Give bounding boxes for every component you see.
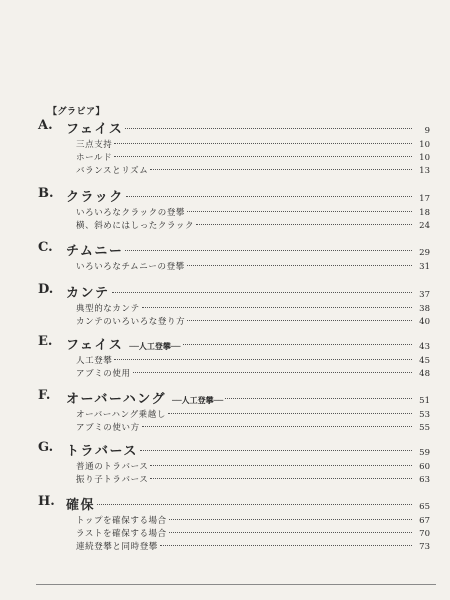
leader-dots xyxy=(126,196,412,197)
leader-dots xyxy=(125,128,412,129)
subentry-title: アブミの使用 xyxy=(76,369,131,379)
subentry-title: 連続登攀と同時登攀 xyxy=(76,542,158,552)
leader-dots xyxy=(142,426,412,427)
toc-subentry xyxy=(0,354,450,366)
toc-section xyxy=(0,334,450,353)
subentry-page-number: 24 xyxy=(419,221,430,231)
subentry-title: バランスとリズム xyxy=(76,166,149,176)
section-letter: C. xyxy=(38,240,53,255)
subentry-page-number: 70 xyxy=(419,529,430,539)
subentry-page-number: 60 xyxy=(419,462,430,472)
subentry-page-number: 31 xyxy=(419,262,430,272)
subentry-page-number: 67 xyxy=(419,516,430,526)
toc-subentry xyxy=(0,540,450,552)
leader-dots xyxy=(225,398,412,399)
section-title: チムニー xyxy=(66,244,124,259)
toc-section xyxy=(0,186,450,205)
gravure-label: 【グラビア】 xyxy=(48,107,106,117)
toc-section xyxy=(0,440,450,459)
toc-subentry xyxy=(0,219,450,231)
section-note: ──人工登攀── xyxy=(171,395,224,405)
section-page-number: 65 xyxy=(419,502,430,512)
section-title: オーバーハング xyxy=(66,392,166,407)
leader-dots xyxy=(196,224,412,225)
subentry-page-number: 40 xyxy=(419,317,430,327)
subentry-title: カンテのいろいろな登り方 xyxy=(76,317,186,327)
leader-dots xyxy=(169,519,412,520)
leader-dots xyxy=(187,320,412,321)
toc-subentry xyxy=(0,164,450,176)
subentry-title: ホールド xyxy=(76,153,113,163)
leader-dots xyxy=(125,250,412,251)
leader-dots xyxy=(114,359,412,360)
subentry-title: いろいろなチムニーの登攀 xyxy=(76,262,185,272)
section-page-number: 29 xyxy=(419,248,430,258)
section-letter: G. xyxy=(38,440,54,455)
subentry-page-number: 13 xyxy=(419,166,430,176)
subentry-page-number: 38 xyxy=(419,304,430,314)
subentry-title: 普通のトラバース xyxy=(76,462,149,472)
section-page-number: 17 xyxy=(419,194,430,204)
section-page-number: 59 xyxy=(419,448,430,458)
subentry-title: アブミの使い方 xyxy=(76,423,140,433)
section-letter: B. xyxy=(38,186,54,201)
toc-section xyxy=(0,494,450,513)
subentry-title: オーバーハング乗越し xyxy=(76,410,166,420)
toc-section xyxy=(0,282,450,301)
section-page-number: 37 xyxy=(419,290,430,300)
toc-subentry xyxy=(0,151,450,163)
leader-dots xyxy=(133,372,412,373)
leader-dots xyxy=(140,450,412,451)
subentry-page-number: 18 xyxy=(419,208,430,218)
leader-dots xyxy=(187,265,412,266)
subentry-title: 三点支持 xyxy=(76,140,113,150)
subentry-page-number: 55 xyxy=(419,423,430,433)
leader-dots xyxy=(114,156,412,157)
section-page-number: 9 xyxy=(424,126,430,136)
section-page-number: 51 xyxy=(419,396,430,406)
section-page-number: 43 xyxy=(419,342,430,352)
toc-subentry xyxy=(0,206,450,218)
leader-dots xyxy=(114,143,412,144)
subentry-title: 振り子トラバース xyxy=(76,475,149,485)
subentry-page-number: 53 xyxy=(419,410,430,420)
toc-section xyxy=(0,240,450,259)
toc-subentry xyxy=(0,302,450,314)
subentry-title: ラストを確保する場合 xyxy=(76,529,167,539)
leader-dots xyxy=(187,211,412,212)
section-title: フェイス xyxy=(66,122,124,137)
bottom-rule xyxy=(36,584,436,585)
toc-subentry xyxy=(0,260,450,272)
subentry-title: トップを確保する場合 xyxy=(76,516,167,526)
toc-subentry xyxy=(0,527,450,539)
toc-subentry xyxy=(0,473,450,485)
leader-dots xyxy=(112,292,412,293)
leader-dots xyxy=(160,545,412,546)
section-letter: F. xyxy=(38,388,51,403)
subentry-title: 典型的なカンテ xyxy=(76,304,140,314)
toc-subentry xyxy=(0,315,450,327)
subentry-page-number: 63 xyxy=(419,475,430,485)
leader-dots xyxy=(150,478,412,479)
section-title: 確保 xyxy=(66,498,96,513)
section-letter: D. xyxy=(38,282,54,297)
toc-section xyxy=(0,388,450,407)
section-title: フェイス xyxy=(66,338,124,353)
subentry-title: 横、斜めにはしったクラック xyxy=(76,221,195,231)
toc-section xyxy=(0,118,450,137)
subentry-page-number: 45 xyxy=(419,356,430,366)
section-letter: E. xyxy=(38,334,53,349)
subentry-page-number: 73 xyxy=(419,542,430,552)
leader-dots xyxy=(168,413,412,414)
subentry-page-number: 48 xyxy=(419,369,430,379)
section-letter: H. xyxy=(38,494,55,509)
section-letter: A. xyxy=(38,118,53,133)
leader-dots xyxy=(183,344,413,345)
subentry-title: いろいろなクラックの登攀 xyxy=(76,208,186,218)
toc-subentry xyxy=(0,514,450,526)
section-title: カンテ xyxy=(66,286,110,301)
leader-dots xyxy=(150,169,412,170)
leader-dots xyxy=(150,465,412,466)
section-title: クラック xyxy=(66,190,124,205)
section-note: ──人工登攀── xyxy=(129,341,181,351)
toc-subentry xyxy=(0,367,450,379)
leader-dots xyxy=(169,532,412,533)
subentry-page-number: 10 xyxy=(419,153,430,163)
toc-subentry xyxy=(0,138,450,150)
toc-subentry xyxy=(0,421,450,433)
subentry-page-number: 10 xyxy=(419,140,430,150)
toc-subentry xyxy=(0,460,450,472)
leader-dots xyxy=(97,504,412,505)
leader-dots xyxy=(142,307,412,308)
subentry-title: 人工登攀 xyxy=(76,356,113,366)
toc-subentry xyxy=(0,408,450,420)
section-title: トラバース xyxy=(66,444,138,459)
